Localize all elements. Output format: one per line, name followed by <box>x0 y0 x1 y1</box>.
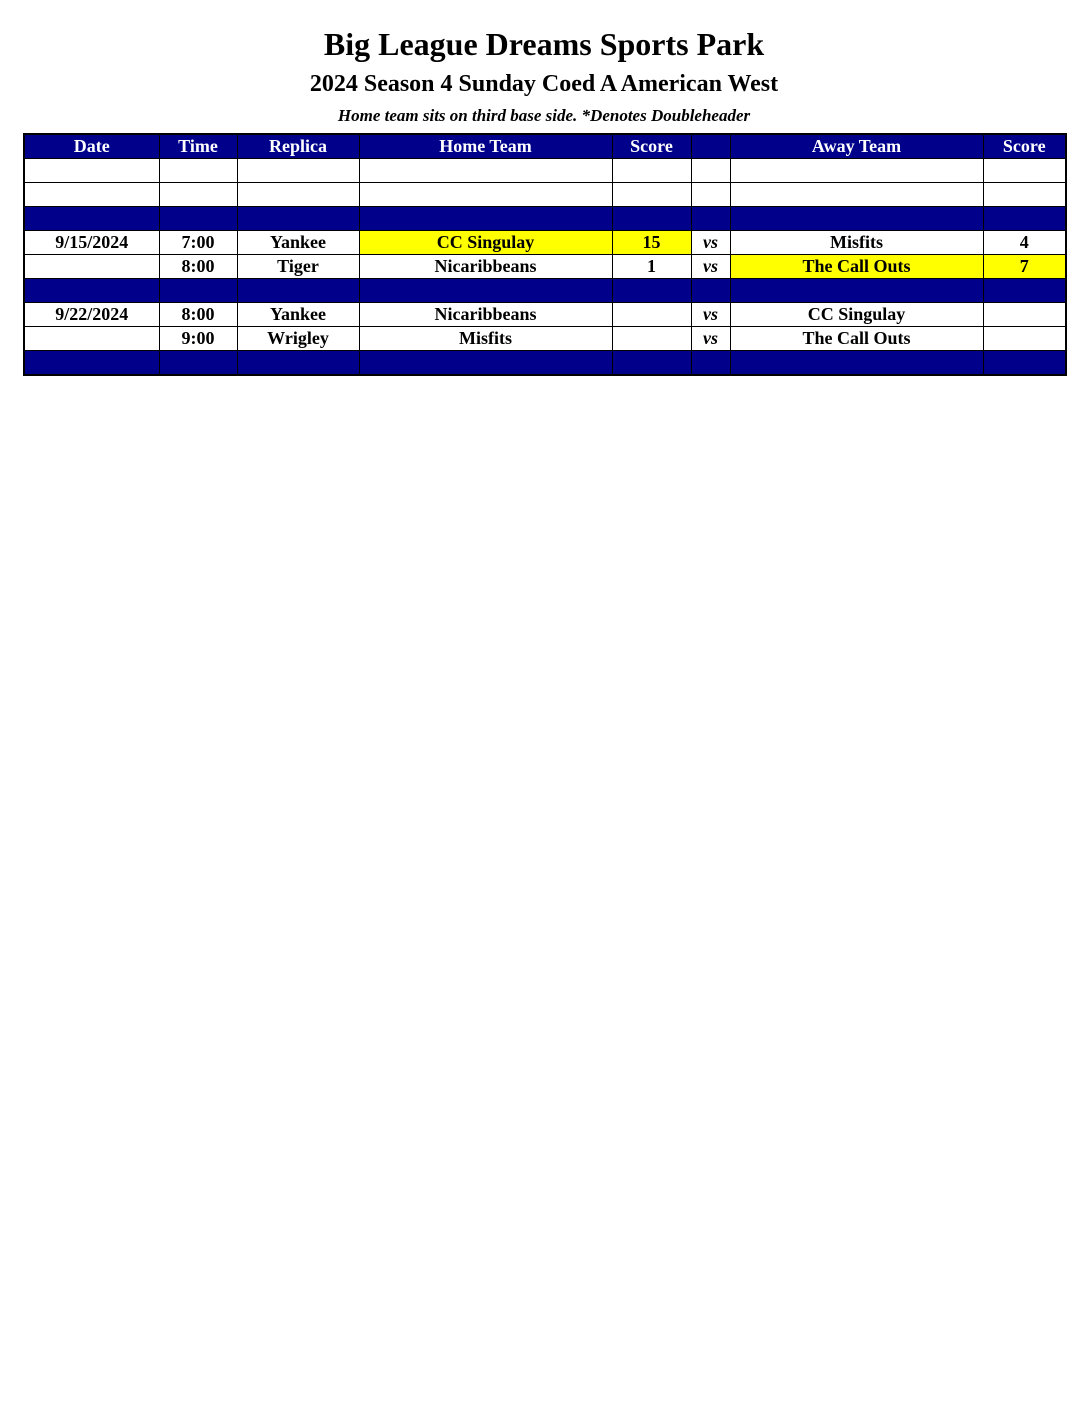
vs-cell: vs <box>691 327 730 351</box>
replica-cell: Yankee <box>237 303 359 327</box>
home-team-cell: CC Singulay <box>359 231 612 255</box>
time-cell <box>159 279 237 303</box>
separator-row <box>24 351 1066 376</box>
header-away-team: Away Team <box>730 134 983 159</box>
date-cell <box>24 327 159 351</box>
separator-row <box>24 207 1066 231</box>
blank-row <box>24 183 1066 207</box>
date-cell <box>24 159 159 183</box>
date-cell: 9/15/2024 <box>24 231 159 255</box>
away-score-cell <box>983 183 1066 207</box>
header-time: Time <box>159 134 237 159</box>
header-replica: Replica <box>237 134 359 159</box>
away-team-cell <box>730 207 983 231</box>
header-away-score: Score <box>983 134 1066 159</box>
table-header-row <box>24 134 1066 159</box>
schedule-table <box>23 133 1067 376</box>
table-row <box>24 303 1066 327</box>
time-cell <box>159 351 237 376</box>
time-cell: 7:00 <box>159 231 237 255</box>
home-score-cell <box>612 159 691 183</box>
replica-cell <box>237 279 359 303</box>
vs-cell: vs <box>691 231 730 255</box>
home-score-cell <box>612 351 691 376</box>
header-home-team: Home Team <box>359 134 612 159</box>
away-score-cell: 7 <box>983 255 1066 279</box>
away-team-cell: The Call Outs <box>730 255 983 279</box>
away-score-cell <box>983 327 1066 351</box>
home-score-cell <box>612 303 691 327</box>
header-home-score: Score <box>612 134 691 159</box>
league-subtitle: 2024 Season 4 Sunday Coed A American West <box>309 71 779 97</box>
vs-cell <box>691 351 730 376</box>
time-cell <box>159 159 237 183</box>
replica-cell: Tiger <box>237 255 359 279</box>
home-score-cell <box>612 279 691 303</box>
header-date: Date <box>24 134 159 159</box>
replica-cell <box>237 351 359 376</box>
away-team-cell: CC Singulay <box>730 303 983 327</box>
replica-cell <box>237 183 359 207</box>
home-team-cell: Nicaribbeans <box>359 255 612 279</box>
home-team-cell <box>359 207 612 231</box>
vs-cell <box>691 279 730 303</box>
home-score-cell <box>612 327 691 351</box>
time-cell: 9:00 <box>159 327 237 351</box>
table-row <box>24 231 1066 255</box>
away-team-cell: The Call Outs <box>730 327 983 351</box>
away-team-cell: Misfits <box>730 231 983 255</box>
date-cell <box>24 183 159 207</box>
vs-cell <box>691 183 730 207</box>
away-team-cell <box>730 159 983 183</box>
home-team-cell: Nicaribbeans <box>359 303 612 327</box>
time-cell: 8:00 <box>159 303 237 327</box>
date-cell <box>24 351 159 376</box>
time-cell <box>159 207 237 231</box>
away-score-cell <box>983 207 1066 231</box>
replica-cell: Wrigley <box>237 327 359 351</box>
blank-row <box>24 159 1066 183</box>
replica-cell: Yankee <box>237 231 359 255</box>
date-cell <box>24 255 159 279</box>
vs-cell <box>691 207 730 231</box>
away-score-cell: 4 <box>983 231 1066 255</box>
away-team-cell <box>730 279 983 303</box>
home-score-cell <box>612 183 691 207</box>
header-vs <box>691 134 730 159</box>
doubleheader-note: Home team sits on third base side. *Denotes Doubleheader <box>337 106 751 125</box>
away-score-cell <box>983 351 1066 376</box>
vs-cell: vs <box>691 303 730 327</box>
date-cell: 9/22/2024 <box>24 303 159 327</box>
date-cell <box>24 207 159 231</box>
page-title: Big League Dreams Sports Park <box>323 26 765 62</box>
home-score-cell: 15 <box>612 231 691 255</box>
away-score-cell <box>983 303 1066 327</box>
away-team-cell <box>730 351 983 376</box>
vs-cell <box>691 159 730 183</box>
home-team-cell <box>359 159 612 183</box>
replica-cell <box>237 207 359 231</box>
home-team-cell: Misfits <box>359 327 612 351</box>
away-score-cell <box>983 279 1066 303</box>
home-score-cell: 1 <box>612 255 691 279</box>
home-team-cell <box>359 351 612 376</box>
home-team-cell <box>359 183 612 207</box>
table-row <box>24 327 1066 351</box>
away-team-cell <box>730 183 983 207</box>
date-cell <box>24 279 159 303</box>
home-score-cell <box>612 207 691 231</box>
vs-cell: vs <box>691 255 730 279</box>
separator-row <box>24 279 1066 303</box>
away-score-cell <box>983 159 1066 183</box>
time-cell <box>159 183 237 207</box>
table-row <box>24 255 1066 279</box>
replica-cell <box>237 159 359 183</box>
home-team-cell <box>359 279 612 303</box>
time-cell: 8:00 <box>159 255 237 279</box>
